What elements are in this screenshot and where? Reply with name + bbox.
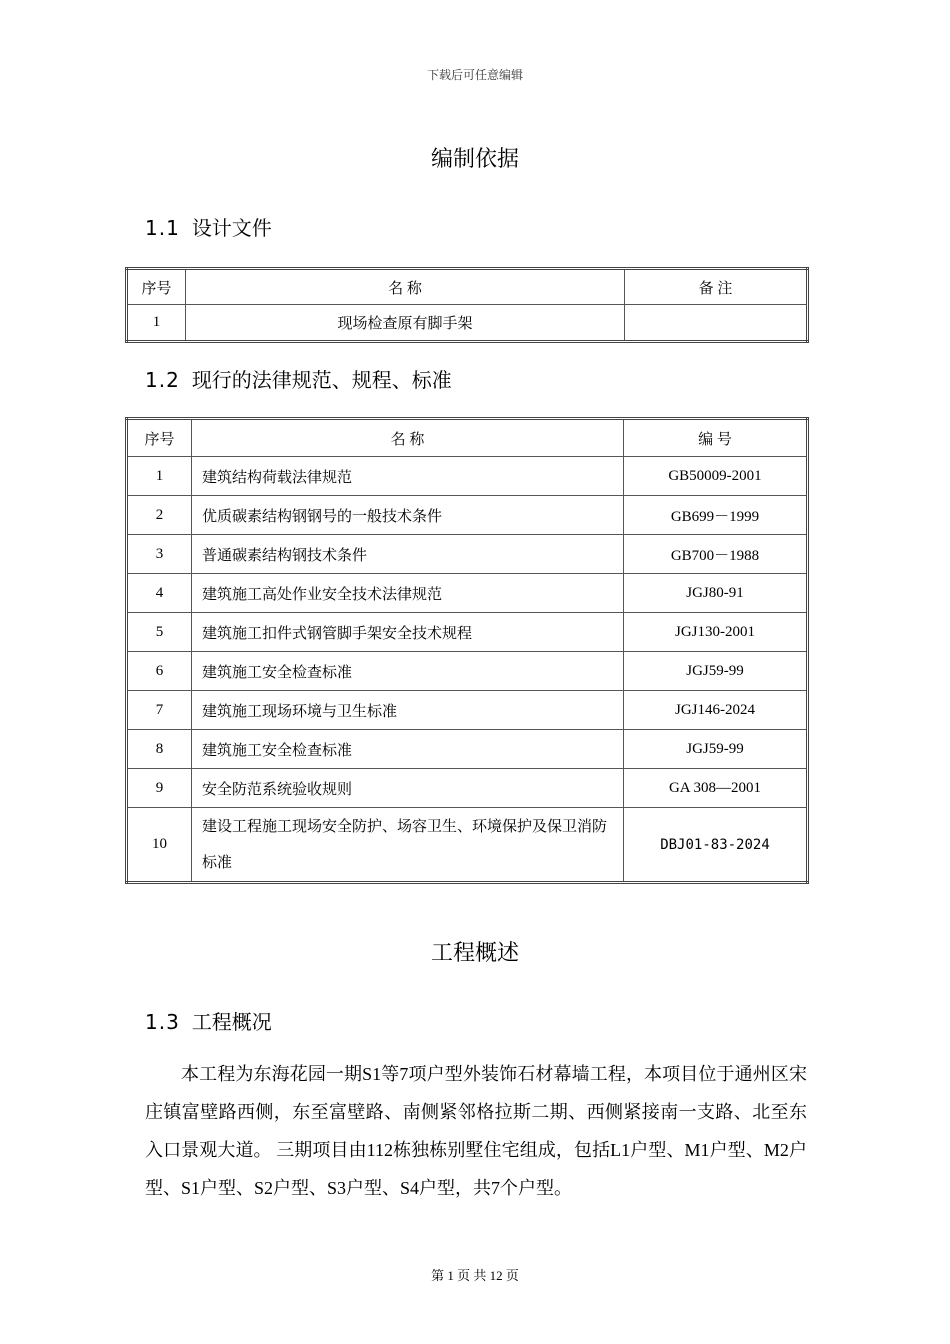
- row-code: GB50009-2001: [624, 457, 808, 496]
- header-cell: 编 号: [624, 419, 808, 457]
- section-heading-1-1: [145, 212, 272, 241]
- row-note: [625, 305, 808, 342]
- table-row: [127, 730, 808, 769]
- heading-basis: 编制依据: [430, 147, 519, 172]
- row-name: 安全防范系统验收规则: [192, 769, 624, 808]
- heading-overview: 工程概述: [430, 941, 519, 966]
- section-number: 1.3: [145, 1010, 180, 1034]
- row-number: 5: [127, 613, 192, 652]
- standards-table: [125, 417, 809, 884]
- page-footer: 第 1 页 共 12 页: [431, 1268, 519, 1283]
- row-name: 建筑结构荷载法律规范: [192, 457, 624, 496]
- section-title: 设计文件: [191, 216, 272, 240]
- overview-paragraph: 本工程为东海花园一期S1等7项户型外装饰石材幕墙工程，本项目位于通州区宋庄镇富壁路西侧，东至富壁路、南侧紧邻格拉斯二期、西侧紧接南一支路、北至东入口景观大道。 三期项目由112栋独栋别墅住宅组成，包括L1户型、M1户型、M2户型、S1户型、S2户型、S3户型、S4户型，共7个户型。: [145, 1064, 807, 1198]
- table-row: [127, 305, 808, 342]
- row-number: 1: [127, 305, 186, 342]
- table-row: [127, 496, 808, 535]
- row-name: 建筑施工高处作业安全技术法律规范: [192, 574, 624, 613]
- table-row: [127, 574, 808, 613]
- row-number: 3: [127, 535, 192, 574]
- row-name: 现场检查原有脚手架: [186, 305, 625, 342]
- row-number: 2: [127, 496, 192, 535]
- header-cell: 名 称: [192, 419, 624, 457]
- row-number: 10: [127, 808, 192, 883]
- table-row: [127, 535, 808, 574]
- row-code: GB699－1999: [624, 496, 808, 535]
- table-row: [127, 769, 808, 808]
- row-name: 建筑施工安全检查标准: [192, 730, 624, 769]
- table-row: [127, 808, 808, 883]
- header-cell: 名 称: [186, 269, 625, 305]
- row-name: 建筑施工扣件式钢管脚手架安全技术规程: [192, 613, 624, 652]
- row-name: 普通碳素结构钢技术条件: [192, 535, 624, 574]
- section-title: 工程概况: [191, 1010, 272, 1034]
- row-name: 优质碳素结构钢钢号的一般技术条件: [192, 496, 624, 535]
- row-code: JGJ59-99: [624, 652, 808, 691]
- design-files-table: [125, 267, 809, 343]
- row-code: JGJ130-2001: [624, 613, 808, 652]
- section-heading-1-3: [145, 1006, 272, 1035]
- table-header-row: [127, 419, 808, 457]
- section-number: 1.1: [145, 216, 180, 240]
- row-code: GB700－1988: [624, 535, 808, 574]
- table-row: [127, 457, 808, 496]
- row-code: GA 308—2001: [624, 769, 808, 808]
- row-number: 7: [127, 691, 192, 730]
- row-name: 建筑施工现场环境与卫生标准: [192, 691, 624, 730]
- row-number: 8: [127, 730, 192, 769]
- row-code: DBJ01-83-2024: [624, 808, 808, 883]
- section-number: 1.2: [145, 368, 180, 392]
- header-cell: 序号: [127, 269, 186, 305]
- table-row: [127, 691, 808, 730]
- table-header-row: [127, 269, 808, 305]
- row-number: 4: [127, 574, 192, 613]
- section-heading-1-2: [145, 364, 452, 393]
- row-name: 建设工程施工现场安全防护、场容卫生、环境保护及保卫消防标准: [192, 808, 624, 883]
- header-note: 下载后可任意编辑: [426, 68, 523, 82]
- row-number: 9: [127, 769, 192, 808]
- header-cell: 序号: [127, 419, 192, 457]
- row-code: JGJ146-2024: [624, 691, 808, 730]
- table-row: [127, 652, 808, 691]
- row-number: 1: [127, 457, 192, 496]
- section-title: 现行的法律规范、规程、标准: [191, 368, 452, 392]
- table-row: [127, 613, 808, 652]
- row-code: JGJ80-91: [624, 574, 808, 613]
- row-name: 建筑施工安全检查标准: [192, 652, 624, 691]
- row-number: 6: [127, 652, 192, 691]
- row-code: JGJ59-99: [624, 730, 808, 769]
- header-cell: 备 注: [625, 269, 808, 305]
